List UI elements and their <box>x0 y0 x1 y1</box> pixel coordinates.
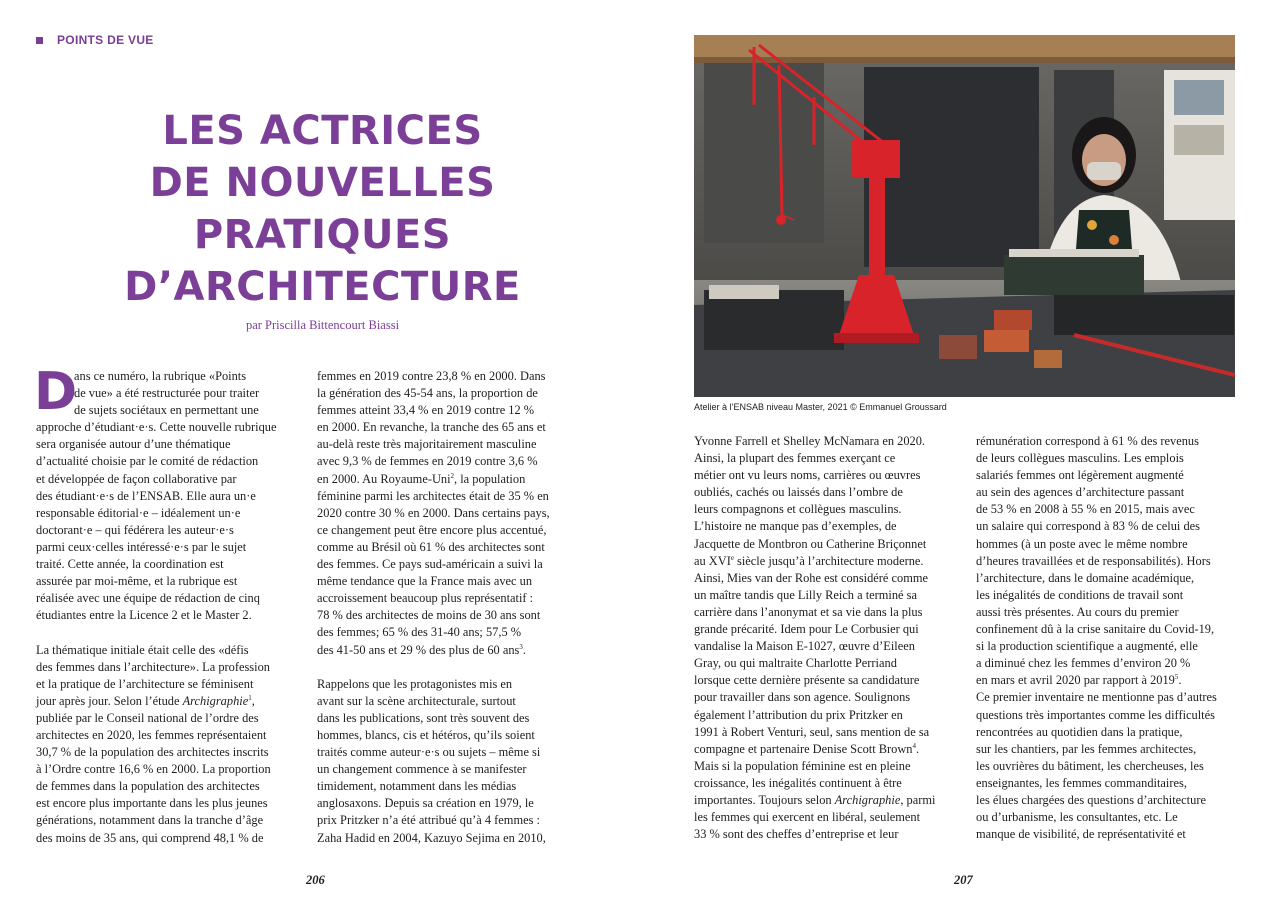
text-line: les élues chargées des questions d’architecture <box>976 792 1206 807</box>
text-line: l’architecture, dans le domaine académique, <box>976 570 1195 585</box>
text-line: traités comme auteur·e·s ou sujets – même si <box>317 745 541 760</box>
text-line: en 2000. Au Royaume-Uni$^2$, la population <box>317 471 526 486</box>
text-line: au-delà reste très majoritairement masculine <box>317 437 537 452</box>
text-line: enseignantes, les femmes commanditaires, <box>976 775 1187 790</box>
text-line: jour après jour. Selon l’étude Archigraphie$^1$, <box>36 693 255 708</box>
text-line: réalisée avec une équipe de rédaction de cinq <box>36 591 260 606</box>
footnote-ref: 3 <box>519 642 523 651</box>
text-line: en mars et avril 2020 par rapport à 2019$^5$. <box>976 673 1182 688</box>
text-line: également l’attribution du prix Pritzker en <box>694 707 903 722</box>
photo-illustration <box>694 35 1235 397</box>
text-line: La thématique initiale était celle des «défis <box>36 642 249 657</box>
text-line: 30,7 % de la population des architectes inscrits <box>36 745 269 760</box>
title-line: D’ARCHITECTURE <box>124 264 521 310</box>
text-line: assurée par moi-même, et la rubrique est <box>36 574 238 589</box>
text-line: 78 % des architectes de moins de 30 ans sont <box>317 608 541 623</box>
text-line: 2020 contre 30 % en 2000. Dans certains pays, <box>317 505 550 520</box>
text-line: lorsque cette dernière présente sa candidature <box>694 673 920 688</box>
citation-archigraphie: Archigraphie <box>834 792 901 807</box>
text-line: ans ce numéro, la rubrique «Points <box>74 369 247 383</box>
text-line: compagne et partenaire Denise Scott Brown$^4$. <box>694 741 920 756</box>
article-title <box>60 105 585 313</box>
footnote-ref: 4 <box>912 741 916 750</box>
column-1-intro <box>74 368 259 419</box>
text-line: avec 9,3 % de femmes en 2019 contre 3,6 % <box>317 454 538 469</box>
text-line: hommes (à un poste avec le même nombre <box>976 536 1188 551</box>
text-line: et la pratique de l’architecture se féminisent <box>36 676 254 691</box>
page-number-left: 206 <box>306 873 325 887</box>
footnote-ref: 5 <box>1174 673 1179 682</box>
text-line: la génération des 45-54 ans, la proportion de <box>317 386 538 401</box>
text-line: rencontrées au quotidien dans la pratique, <box>976 724 1183 739</box>
title-line: LES ACTRICES <box>162 108 483 154</box>
footnote-ref: 1 <box>248 693 252 702</box>
text-line: les inégalités de conditions de travail sont <box>976 587 1184 602</box>
text-line: 33 % sont des cheffes d’entreprise et leur <box>694 827 899 842</box>
text-line: un maître tandis que Lilly Reich a terminé sa <box>694 587 917 602</box>
text-line: avant sur la scène architecturale, surtout <box>317 693 516 708</box>
text-line: d’heures travaillées et de responsabilités). Hors <box>976 553 1211 568</box>
text-line: oubliés, cachés ou laissés dans l’ombre de <box>694 485 903 500</box>
citation-archigraphie: Archigraphie <box>182 693 249 708</box>
text-line: leurs compagnons et collègues masculins. <box>694 502 902 517</box>
text-line: même tendance que la France mais avec un <box>317 574 533 589</box>
text-line: salariés femmes ont légèrement augmenté <box>976 468 1184 483</box>
text-line: doctorant·e – qui fédérera les auteur·e·s <box>36 522 234 537</box>
text-line: parmi ceux·celles intéressé·e·s par le sujet <box>36 539 247 554</box>
text-line: croissance, les inégalités continuent à être <box>694 775 902 790</box>
page-number-right: 207 <box>954 873 973 887</box>
text-line: prix Pritzker n’a été attribué qu’à 4 femmes : <box>317 813 540 828</box>
text-line: aussi très présentes. Au cours du premier <box>976 604 1179 619</box>
text-line: des femmes. Ce pays sud-américain a suivi la <box>317 557 543 572</box>
text-line: confinement dû à la crise sanitaire du Covid-19, <box>976 622 1215 637</box>
text-line: manque de visibilité, de représentativité et <box>976 827 1186 842</box>
text-line: grande précarité. Idem pour Le Corbusier qui <box>694 622 919 637</box>
column-2 <box>317 368 550 847</box>
studio-photo <box>694 35 1235 397</box>
text-line: en 2000. En revanche, la tranche des 65 ans et <box>317 420 546 435</box>
text-line: hommes, blancs, cis et hétéros, qu’ils soient <box>317 727 535 742</box>
text-line: Ce premier inventaire ne mentionne pas d’autres <box>976 690 1217 705</box>
text-line: accroissement beaucoup plus représentatif : <box>317 591 534 606</box>
rubric-label: POINTS DE VUE <box>57 33 154 47</box>
text-line: un changement commence à se manifester <box>317 762 527 777</box>
text-line: carrière dans l’anonymat et sa vie dans la plus <box>694 604 923 619</box>
text-line: Gray, ou qui maltraite Charlotte Perriand <box>694 656 897 671</box>
text-line: de leurs collègues masculins. Les emplois <box>976 451 1184 466</box>
text-line: de sujets sociétaux en permettant une <box>74 403 259 418</box>
text-line: des moins de 35 ans, qui comprend 48,1 % de <box>36 830 264 845</box>
text-line: sur les chantiers, par les femmes architectes, <box>976 741 1197 756</box>
text-line: Ainsi, la plupart des femmes exerçant ce <box>694 451 896 466</box>
rubric-square-icon <box>36 37 43 44</box>
text-line: vandalise la Maison E-1027, œuvre d’Eileen <box>694 639 915 654</box>
title-line: PRATIQUES <box>193 212 452 258</box>
text-line: est encore plus importante dans les plus jeunes <box>36 796 268 811</box>
text-line: générations, notamment dans la tranche d’âge <box>36 813 264 828</box>
text-line: questions très importantes comme les difficultés <box>976 707 1215 722</box>
photo-caption: Atelier à l’ENSAB niveau Master, 2021 © Emmanuel Groussard <box>694 402 947 412</box>
text-line: Yvonne Farrell et Shelley McNamara en 2020. <box>694 434 926 448</box>
text-line: de vue» a été restructurée pour traiter <box>74 386 260 401</box>
text-line: anglosaxons. Depuis sa création en 1979, le <box>317 796 534 811</box>
text-line: les ouvrières du bâtiment, les chercheuses, les <box>976 758 1204 773</box>
text-line: des femmes; 65 % des 31-40 ans; 57,5 % <box>317 625 522 640</box>
text-line: pour travailler dans son agence. Soulignons <box>694 690 911 705</box>
text-line: à l’Ordre contre 16,6 % en 2000. La proportion <box>36 762 271 777</box>
text-line: les femmes qui exercent en libéral, seulement <box>694 810 921 825</box>
text-line: Ainsi, Mies van der Rohe est considéré comme <box>694 570 928 585</box>
text-line: Rappelons que les protagonistes mis en <box>317 676 513 691</box>
text-line: a diminué chez les femmes d’environ 20 % <box>976 656 1191 671</box>
text-line: des étudiant·e·s de l’ENSAB. Elle aura un·e <box>36 488 256 503</box>
text-line: de 53 % en 2008 à 55 % en 2015, mais avec <box>976 502 1195 517</box>
text-line: femmes atteint 33,4 % en 2019 contre 12 % <box>317 403 535 418</box>
text-line: au XVIe siècle jusqu’à l’architecture moderne. <box>694 553 924 568</box>
text-line: ou d’urbanisme, les consultantes, etc. Le <box>976 810 1178 825</box>
text-line: responsable éditorial·e – idéalement un·e <box>36 505 241 520</box>
text-line: ce changement peut être encore plus accentué, <box>317 522 547 537</box>
text-line: métier ont vu leurs noms, carrières ou œuvres <box>694 468 921 483</box>
text-line: publiée par le Conseil national de l’ordre des <box>36 710 259 725</box>
drop-cap: D <box>34 362 78 422</box>
text-line: 1991 à Robert Venturi, seul, sans mention de sa <box>694 724 930 739</box>
text-line: si la production scientifique a augmenté, elle <box>976 639 1198 654</box>
text-line: approche d’étudiant·e·s. Cette nouvelle rubrique <box>36 420 277 435</box>
text-line: traité. Cette année, la coordination est <box>36 557 224 572</box>
text-line: architectes en 2020, les femmes représentaient <box>36 727 267 742</box>
text-line: rémunération correspond à 61 % des revenus <box>976 434 1199 448</box>
text-line: L’histoire ne manque pas d’exemples, de <box>694 519 897 534</box>
text-line: des femmes dans l’architecture». La profession <box>36 659 270 674</box>
text-line: un salaire qui correspond à 83 % de celui des <box>976 519 1200 534</box>
column-3 <box>694 433 935 843</box>
text-line: sera organisée autour d’une thématique <box>36 437 231 452</box>
text-line: d’actualité choisie par le comité de rédaction <box>36 454 259 469</box>
text-line: dans les publications, sont très souvent des <box>317 710 530 725</box>
byline: par Priscilla Bittencourt Biassi <box>245 318 400 332</box>
text-line: et développée de façon collaborative par <box>36 471 237 486</box>
column-1 <box>36 419 277 846</box>
text-line: étudiantes entre la Licence 2 et le Master 2. <box>36 608 252 623</box>
text-line: importantes. Toujours selon Archigraphie, parmi <box>694 792 936 807</box>
text-line: au sein des agences d’architecture passant <box>976 485 1185 500</box>
text-line: des 41-50 ans et 29 % des plus de 60 ans$^3$. <box>317 642 526 657</box>
text-line: Mais si la population féminine est en pleine <box>694 758 911 773</box>
section-rubric <box>36 33 154 47</box>
title-line: DE NOUVELLES <box>149 160 496 206</box>
text-line: comme au Brésil où 61 % des architectes sont <box>317 539 545 554</box>
text-line: de femmes dans la population des architectes <box>36 779 260 794</box>
text-line: Jacquette de Montbron ou Catherine Briçonnet <box>694 536 927 551</box>
text-line: femmes en 2019 contre 23,8 % en 2000. Dans <box>317 369 546 383</box>
column-4 <box>976 433 1217 843</box>
text-line: féminine parmi les architectes était de 35 % en <box>317 488 549 503</box>
text-line: Zaha Hadid en 2004, Kazuyo Sejima en 2010, <box>317 830 546 845</box>
text-line: timidement, notamment dans les médias <box>317 779 517 794</box>
footnote-ref: 2 <box>450 471 455 480</box>
